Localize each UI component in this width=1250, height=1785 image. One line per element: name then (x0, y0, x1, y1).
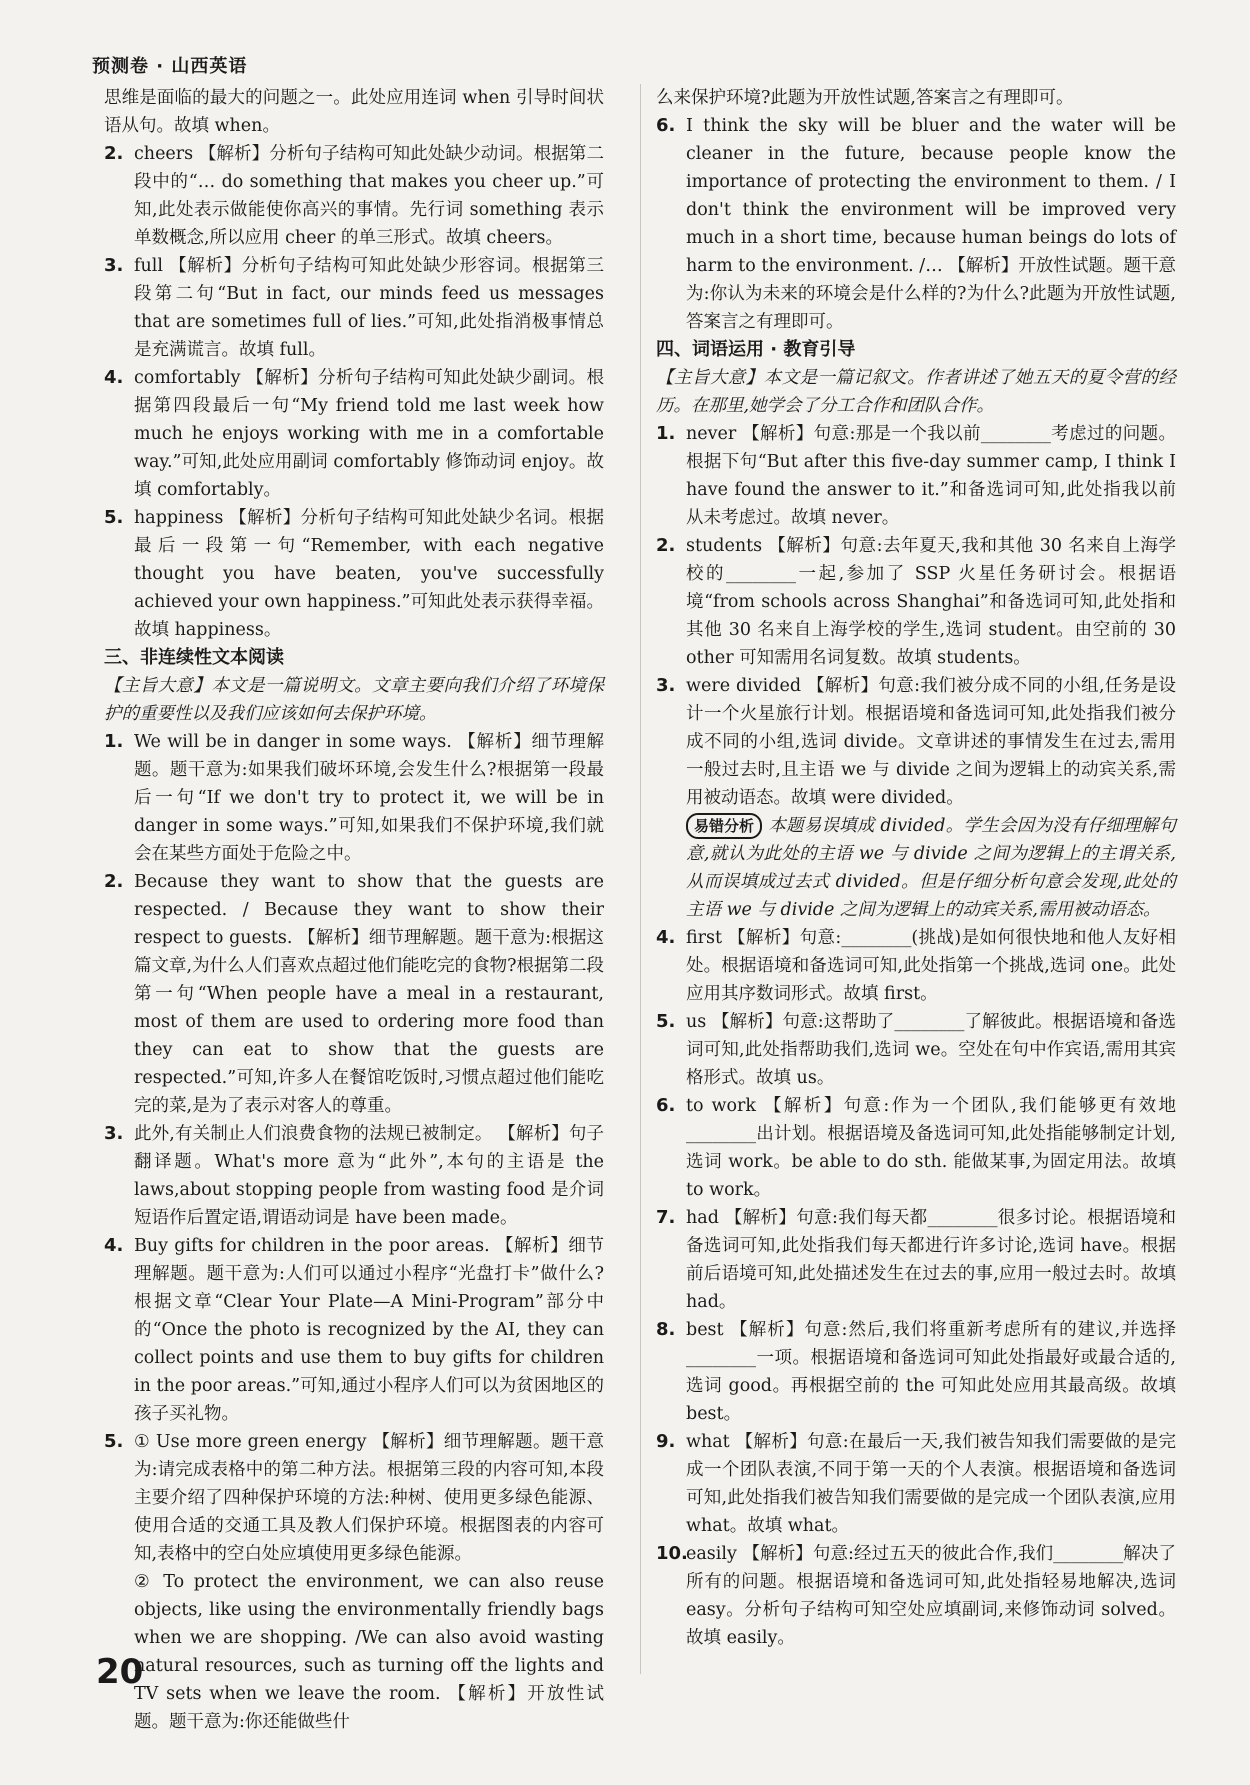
item-text: ① Use more green energy 【解析】细节理解题。题干意为:请完成表格中的第二种方法。根据第三段的内容可知,本段主要介绍了四种保护环境的方法:种树、使用更多绿色能源、使用合适的交通工具及教人们保护环境。根据图表的内容可知,表格中的空白处应填使用更多绿色能源。 (134, 1432, 604, 1564)
answer-item (104, 728, 604, 868)
continued-paragraph: 么来保护环境?此题为开放性试题,答案言之有理即可。 (656, 88, 1074, 108)
item-text: I think the sky will be bluer and the water will be cleaner in the future, because people know the importance of protecting the environment to them. / I don't think the environment will be improved very much in a short time, because human beings do lots of harm to the environment. /… 【解析】开放性试题。题干意为:你认为未来的环境会是什么样的?为什么?此题为开放性试题,答案言之有理即可。 (686, 116, 1176, 332)
item-text: easily 【解析】句意:经过五天的彼此合作,我们________解决了所有的问题。根据语境和备选词可知,此处指轻易地解决,选词 easy。分析句子结构可知空处应填副词,来修饰动词 solved。故填 easily。 (686, 1544, 1176, 1648)
item-text: full 【解析】分析句子结构可知此处缺少形容词。根据第三段第二句“But in fact, our minds feed us messages that are sometimes full of lies.”可知,此处指消极事情总是充满谎言。故填 full。 (134, 256, 604, 360)
answer-item (104, 140, 604, 252)
answer-item (104, 1428, 604, 1568)
item-text: We will be in danger in some ways. 【解析】细节理解题。题干意为:如果我们破坏环境,会发生什么?根据第一段最后一句“If we don't try to protect it, we will be in danger in some ways.”可知,如果我们不保护环境,我们就会在某些方面处于危险之中。 (134, 732, 604, 864)
item-text: Buy gifts for children in the poor areas. 【解析】细节理解题。题干意为:人们可以通过小程序“光盘打卡”做什么?根据文章“Clear Your Plate—A Mini-Program”部分中的“Once the photo is recognized by the AI, they can collect points and use them to buy gifts for children in the poor areas.”可知,通过小程序人们可以为贫困地区的孩子买礼物。 (134, 1236, 604, 1424)
item-text: students 【解析】句意:去年夏天,我和其他 30 名来自上海学校的________一起,参加了 SSP 火星任务研讨会。根据语境“from schools across Shanghai”和备选词可知,此处指和其他 30 名来自上海学校的学生,选词 student。由空前的 30 other 可知需用名词复数。故填 students。 (686, 536, 1176, 668)
item-number: 6. (656, 1095, 676, 1116)
item-text: 此外,有关制止人们浪费食物的法规已被制定。 【解析】句子翻译题。What's more 意为“此外”,本句的主语是 the laws,about stopping people from wasting food 是介词短语作后置定语,谓语动词是 have been made。 (134, 1124, 604, 1228)
answer-item (656, 1092, 1176, 1204)
item-text: had 【解析】句意:我们每天都________很多讨论。根据语境和备选词可知,此处指我们每天都进行许多讨论,选词 have。根据前后语境可知,此处描述发生在过去的事,应用一般过去时。故填 had。 (686, 1208, 1176, 1312)
answer-item (104, 504, 604, 644)
answer-item (104, 1232, 604, 1428)
item-text: first 【解析】句意:________(挑战)是如何很快地和他人友好相处。根据语境和备选词可知,此处指第一个挑战,选词 one。此处应用其序数词形式。故填 first。 (686, 928, 1176, 1004)
answer-item (104, 1120, 604, 1232)
answer-item (656, 672, 1176, 812)
answer-item (656, 532, 1176, 672)
item-number: 4. (104, 1235, 124, 1256)
answer-item (656, 924, 1176, 1008)
answer-item (656, 112, 1176, 336)
item-text: Because they want to show that the guests are respected. / Because they want to show their respect to guests. 【解析】细节理解题。题干意为:根据这篇文章,为什么人们喜欢点超过他们能吃完的食物?根据第二段第一句“When people have a meal in a restaurant, most of them are used to ordering more food than they can eat to show that the guests are respected.”可知,许多人在餐馆吃饭时,习惯点超过他们能吃完的菜,是为了表示对客人的尊重。 (134, 872, 604, 1116)
page-header: 预测卷 · 山西英语 (92, 56, 248, 77)
answer-list-section-3 (104, 728, 604, 1736)
item-text: comfortably 【解析】分析句子结构可知此处缺少副词。根据第四段最后一句“My friend told me last week how much he enjoys working with me in a comfortable way.”可知,此处应用副词 comfortably 修饰动词 enjoy。故填 comfortably。 (134, 368, 604, 500)
item-number: 4. (656, 927, 676, 948)
answer-item (656, 1204, 1176, 1316)
answer-item (656, 420, 1176, 532)
item-number: 6. (656, 115, 676, 136)
item-number: 1. (104, 731, 124, 752)
error-analysis-badge: 易错分析 (686, 813, 762, 839)
item-number: 2. (104, 143, 124, 164)
item-number: 8. (656, 1319, 676, 1340)
item-number: 5. (656, 1011, 676, 1032)
item-text: best 【解析】句意:然后,我们将重新考虑所有的建议,并选择________一项。根据语境和备选词可知此处指最好或最合适的,选词 good。再根据空前的 the 可知此处应用其最高级。故填 best。 (686, 1320, 1176, 1424)
item-text: never 【解析】句意:那是一个我以前________考虑过的问题。根据下句“But after this five-day summer camp, I think I have found the answer to it.”和备选词可知,此处指我以前从未考虑过。故填 never。 (686, 424, 1176, 528)
item-number: 3. (656, 675, 676, 696)
item-text: what 【解析】句意:在最后一天,我们被告知我们需要做的是完成一个团队表演,不同于第一天的个人表演。根据语境和备选词可知,此处指我们被告知我们需要做的是完成一个团队表演,应用 what。故填 what。 (686, 1432, 1176, 1536)
answer-list-section-2 (104, 140, 604, 644)
section-heading: 四、词语运用 · 教育引导 (656, 339, 856, 360)
answer-item (656, 1428, 1176, 1540)
item-text: were divided 【解析】句意:我们被分成不同的小组,任务是设计一个火星旅行计划。根据语境和备选词可知,此处指我们被分成不同的小组,选词 divide。文章讲述的事情发生在过去,需用一般过去时,且主语 we 与 divide 之间为逻辑上的动宾关系,需用被动语态。故填 were divided。 (686, 676, 1176, 808)
section-summary: 【主旨大意】本文是一篇说明文。文章主要向我们介绍了环境保护的重要性以及我们应该如何去保护环境。 (104, 676, 604, 724)
item-number: 3. (104, 1123, 124, 1144)
item-number: 5. (104, 1431, 124, 1452)
continued-paragraph: 思维是面临的最大的问题之一。此处应用连词 when 引导时间状语从句。故填 when。 (104, 88, 604, 136)
answer-item (104, 364, 604, 504)
answer-item-continued: ② To protect the environment, we can also reuse objects, like using the environmentally friendly bags when we are shopping. /We can also avoid wasting natural resources, such as turning off the lights and TV sets when we leave the room. 【解析】开放性试题。题干意为:你还能做些什 (134, 1572, 604, 1732)
answer-item (656, 1008, 1176, 1092)
item-number: 10. (656, 1543, 688, 1564)
answer-item (104, 868, 604, 1120)
item-text: cheers 【解析】分析句子结构可知此处缺少动词。根据第二段中的“… do something that makes you cheer up.”可知,此处表示做能使你高兴的事情。先行词 something 表示单数概念,所以应用 cheer 的单三形式。故填 cheers。 (134, 144, 604, 248)
answer-list-section-4 (656, 420, 1176, 1652)
item-number: 7. (656, 1207, 676, 1228)
column-divider (640, 84, 641, 1674)
item-number: 9. (656, 1431, 676, 1452)
item-text: happiness 【解析】分析句子结构可知此处缺少名词。根据最后一段第一句“Remember, with each negative thought you have beaten, you've successfully achieved your own happiness.”可知此处表示获得幸福。故填 happiness。 (134, 508, 604, 640)
right-column (656, 84, 1176, 1652)
answer-item (104, 252, 604, 364)
item-number: 2. (656, 535, 676, 556)
item-text: us 【解析】句意:这帮助了________了解彼此。根据语境和备选词可知,此处指帮助我们,选词 we。空处在句中作宾语,需用其宾格形式。故填 us。 (686, 1012, 1176, 1088)
note-text: 本题易误填成 divided。学生会因为没有仔细理解句意,就认为此处的主语 we 与 divide 之间为逻辑上的主谓关系,从而误填成过去式 divided。但是仔细分析句意会发现,此处的主语 we 与 divide 之间为逻辑上的动宾关系,需用被动语态。 (686, 816, 1176, 920)
item-number: 4. (104, 367, 124, 388)
section-summary: 【主旨大意】本文是一篇记叙文。作者讲述了她五天的夏令营的经历。在那里,她学会了分工合作和团队合作。 (656, 368, 1176, 416)
item-text: to work 【解析】句意:作为一个团队,我们能够更有效地________出计划。根据语境及备选词可知,此处指能够制定计划,选词 work。be able to do sth. 能做某事,为固定用法。故填 to work。 (686, 1096, 1176, 1200)
item-number: 3. (104, 255, 124, 276)
error-analysis-note (686, 812, 1176, 924)
item-number: 2. (104, 871, 124, 892)
page-number: 20 (96, 1652, 144, 1692)
answer-item (656, 1316, 1176, 1428)
left-column (104, 84, 604, 1736)
answer-item (656, 1540, 1176, 1652)
section-heading: 三、非连续性文本阅读 (104, 647, 284, 668)
item-number: 5. (104, 507, 124, 528)
item-number: 1. (656, 423, 676, 444)
